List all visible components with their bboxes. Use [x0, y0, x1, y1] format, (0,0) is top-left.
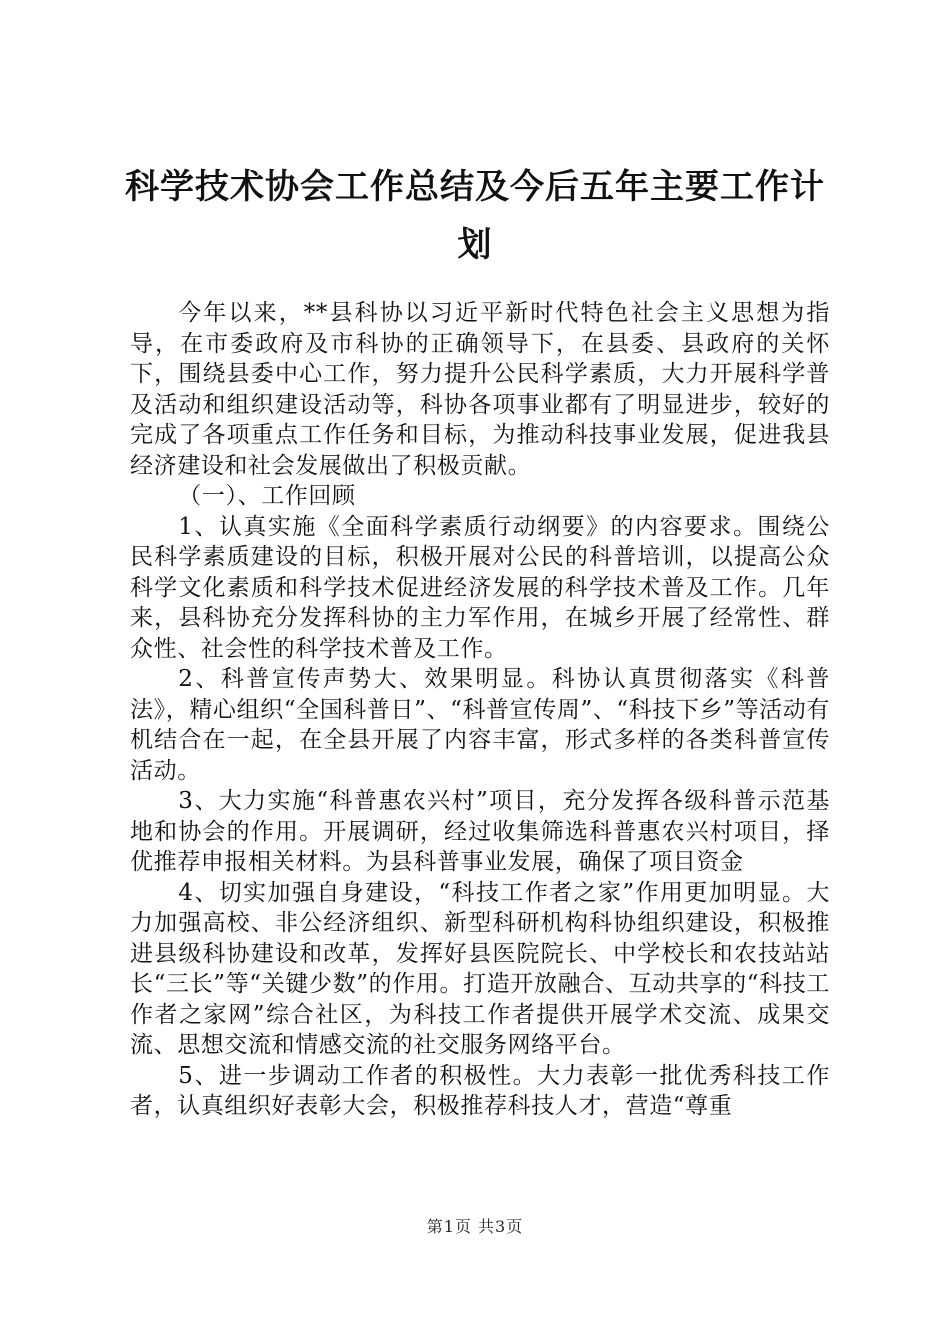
paragraph-item-1: 1、认真实施《全面科学素质行动纲要》的内容要求。围绕公民科学素质建设的目标，积极开展对公民的科普培训，以提高公众科学文化素质和科学技术促进经济发展的科学技术普及工作。几年来，县科协充分发挥科协的主力军作用，在城乡开展了经常性、群众性、社会性的科学技术普及工作。: [130, 513, 830, 662]
paragraph-intro: 今年以来，**县科协以习近平新时代特色社会主义思想为指导，在市委政府及市科协的正确领导下，在县委、县政府的关怀下，围绕县委中心工作，努力提升公民科学素质，大力开展科学普及活动和组织建设活动等，科协各项事业都有了明显进步，较好的完成了各项重点工作任务和目标，为推动科技事业发展，促进我县经济建设和社会发展做出了积极贡献。: [130, 300, 830, 479]
document-body: [130, 298, 830, 1122]
paragraph-item-3: 3、大力实施“科普惠农兴村”项目，充分发挥各级科普示范基地和协会的作用。开展调研，经过收集筛选科普惠农兴村项目，择优推荐申报相关材料。为县科普事业发展，确保了项目资金: [130, 788, 830, 875]
section-heading-review: （一）、工作回顾: [178, 483, 356, 509]
paragraph-item-4: 4、切实加强自身建设，“科技工作者之家”作用更加明显。大力加强高校、非公经济组织、新型科研机构科协组织建设，积极推进县级科协建设和改革，发挥好县医院院长、中学校长和农技站站长“三长”等“关键少数”的作用。打造开放融合、互动共享的“科技工作者之家网”综合社区，为科技工作者提供开展学术交流、成果交流、思想交流和情感交流的社交服务网络平台。: [130, 879, 830, 1058]
paragraph-item-5: 5、进一步调动工作者的积极性。大力表彰一批优秀科技工作者，认真组织好表彰大会，积极推荐科技人才，营造“尊重: [130, 1062, 830, 1119]
page-number-footer: 第1页 共3页: [426, 1217, 524, 1236]
paragraph-item-2: 2、科普宣传声势大、效果明显。科协认真贯彻落实《科普法》，精心组织“全国科普日”、“科普宣传周”、“科技下乡”等活动有机结合在一起，在全县开展了内容丰富，形式多样的各类科普宣传活动。: [130, 666, 830, 784]
document-title: 科学技术协会工作总结及今后五年主要工作计划: [125, 167, 825, 265]
